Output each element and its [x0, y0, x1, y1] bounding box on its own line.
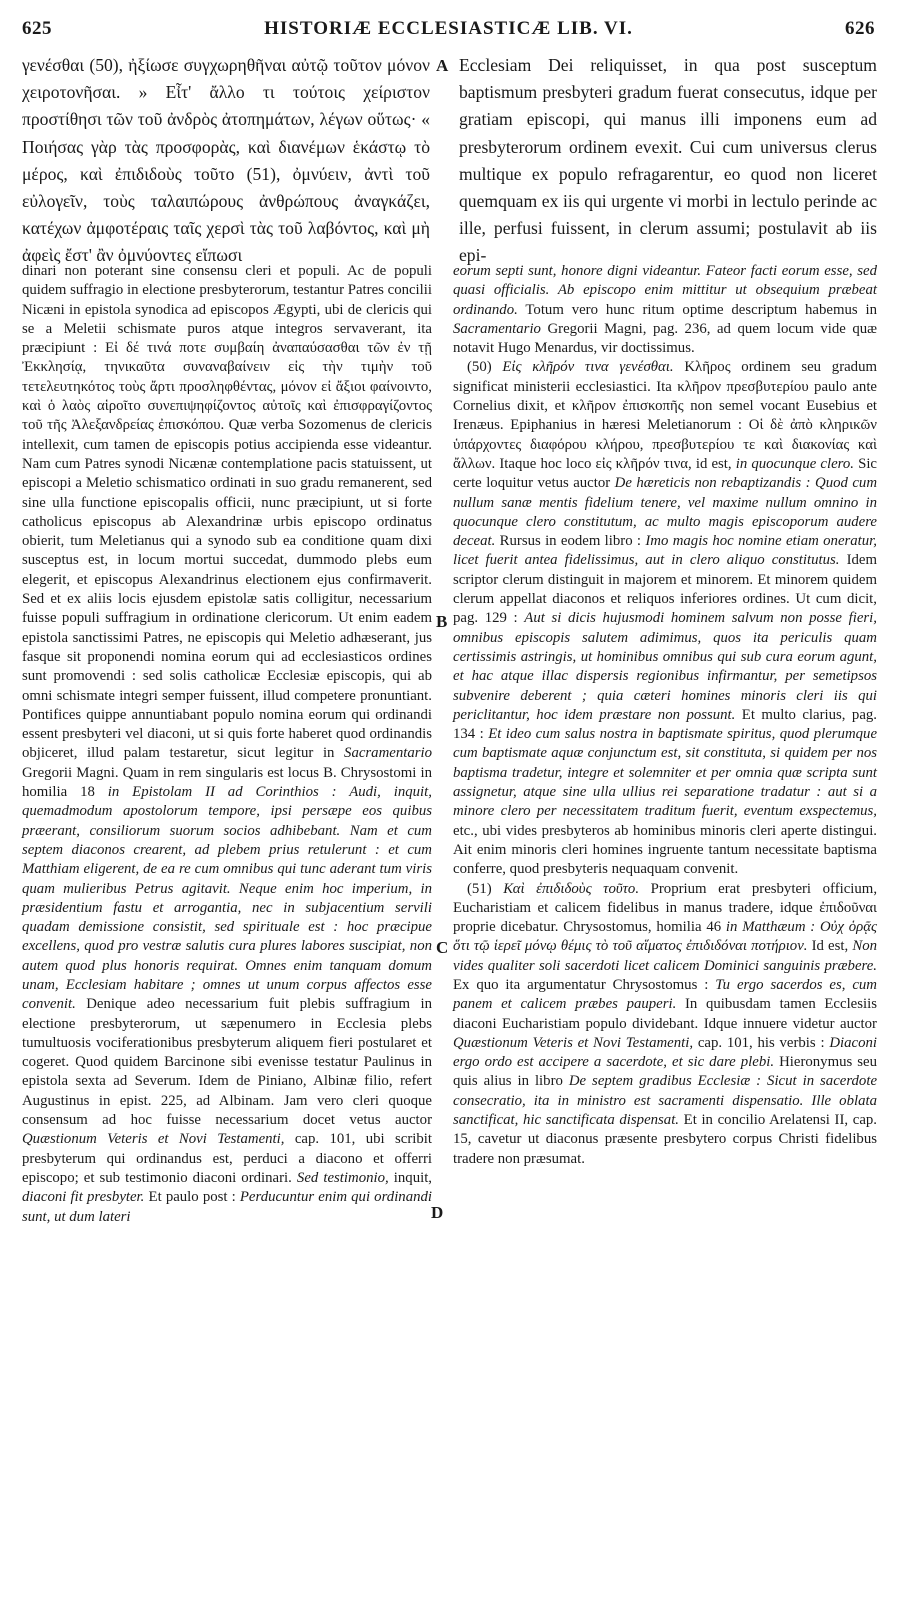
- notes-column-right: [453, 262, 877, 1169]
- note-text-italic: Sacramentario: [453, 320, 541, 337]
- note-text: Totum vero hunc ritum optime descriptum habemus in: [525, 301, 877, 318]
- note-text-italic: Quæstionum Veteris et Novi Testamenti,: [22, 1131, 285, 1148]
- note-text-italic: De hæreticis non rebaptizandis : Quod cum nullum sanæ mentis fidelium tenere, vel maxime nullum omnino in quocunque clero constitutum, ac multo magis episcoporum audere deceat.: [453, 475, 878, 550]
- running-title: HISTORIÆ ECCLESIASTICÆ LIB. VI.: [264, 18, 633, 39]
- note-text-italic: Diaconi ergo ordo est accipere a sacerdote, et sic dare plebi.: [453, 1034, 877, 1071]
- margin-marker-a: A: [436, 56, 449, 75]
- note-text: Κλῆρος ordinem seu gradum significat ministerii ecclesiastici. Ita κλῆρον πρεσβυτερίου paulo ante Cornelius dixit, et κλῆρον ἐπισκοπῆς non semel vocant Eusebius et Irenæus. Epiphanius in hæresi Meletianorum : Οἱ δὲ ἀπὸ κληρικῶν ὑπάρχοντες διαφόρου κλήρου, πρεσβυτερίου τε καὶ διακονίας καὶ ἄλλων. Itaque hoc loco εἰς κλῆρόν τινα, id est,: [453, 359, 877, 472]
- note-text-italic: eorum septi sunt, honore digni videantur. Fateor facti eorum esse, sed quasi officialis. Ab episcopo enim mittitur ut obsequium præbeat ordinando.: [453, 263, 877, 318]
- note-51: [453, 880, 877, 1169]
- note-text: Et paulo post :: [148, 1189, 236, 1206]
- note-paragraph: [22, 262, 432, 1227]
- note-text: etc., ubi vides presbyteros ab hominibus minoris cleri aperte distingui. Ait enim minoris cleri homines ingruente tantum necessitate baptisma conferre, quod presbyteris nequaquam convenit.: [453, 822, 877, 878]
- note-text: inquit,: [393, 1169, 433, 1186]
- note-text: Sic certe loquitur vetus auctor: [453, 455, 878, 492]
- note-lemma: Εἰς κλῆρόν τινα γενέσθαι.: [502, 359, 674, 376]
- note-text-italic: Tu ergo sacerdos es, cum panem et calicem præbes pauperi.: [453, 976, 877, 1013]
- note-lemma: Καὶ ἐπιδιδοὺς τοῦτο.: [503, 880, 640, 897]
- note-text-italic: in Matthæum : Οὐχ ὁρᾷς ὅτι τῷ ἱερεῖ μόνῳ θέμις τὸ τοῦ αἵματος ἐπιδιδόναι ποτήριον.: [453, 919, 877, 955]
- running-header: [22, 18, 875, 42]
- note-50: [453, 358, 877, 879]
- note-text: Et multo clarius, pag. 134 :: [453, 706, 877, 743]
- note-text-italic: Quæstionum Veteris et Novi Testamenti,: [453, 1034, 694, 1051]
- note-text: Et in concilio Arelatensi II, cap. 15, cavetur ut diaconus præsente presbytero corpus Christi fidelibus tradere non præsumat.: [453, 1112, 877, 1167]
- note-text: Ex quo ita argumentatur Chrysostomus :: [453, 976, 709, 993]
- note-text: Proprium erat presbyteri officium, Eucharistiam et calicem fidelibus in manus tradere, idque ἐπιδοῦναι proprie dicebatur. Chrysostomus, homilia 46: [453, 880, 878, 936]
- note-quote-italic: in Epistolam II ad Corinthios : Audi, inquit, quemadmodum apostolorum tempore, ipsi persæpe eos quibus præerant, consiliorum suorum socios adhibebant. Nam et cum septem diaconos crearent, ad plebem prius retulerunt : et cum Matthiam eligerent, de ea re cum omnibus qui tunc aderant tum viris quam mulieribus Petrus agitavit. Neque enim hoc imperium, in præsidentium fastu et arrogantia, nec in subjacentium servili quadam demissione consistit, sed spirituale est : hoc præcipue excellens, quod pro vestræ salutis cura plures labores suscipiat, non autem quod plus honoris requirat. Omnes enim tanquam domum unam, Ecclesiam habitare ; omnes ut unum corpus affectos esse convenit.: [22, 784, 432, 1013]
- note-text: Rursus in eodem libro :: [499, 533, 642, 550]
- margin-marker-b: B: [436, 612, 448, 631]
- note-text-italic: in quocunque clero.: [735, 455, 854, 472]
- note-text-italic: De septem gradibus Ecclesiæ : Sicut in sacerdote consecratio, ita in ministro est sacramenti dispensatio. Ille oblata sanctificat, hic sanctificata dispensat.: [453, 1073, 878, 1129]
- notes-column-left: [22, 262, 432, 1227]
- margin-marker-c: C: [436, 938, 449, 957]
- page-number-left: 625: [22, 18, 52, 39]
- note-text-italic: Aut si dicis hujusmodi hominem salvum non posse fieri, omnibus episcopis salutem adimimus, quos ita periculis quam certissimis astringis, ut hominibus omnibus qui sub cura eorum agunt, et hac atque illac dispersis regionibus infirmantur, per semetipsos subvenire deberent ; quia cæteri homines minoris cleri iis qui periclitantur, hoc idem præstare non possunt.: [453, 610, 877, 723]
- page-number-right: 626: [845, 18, 875, 39]
- note-text: Denique adeo necessarium fuit plebis suffragium in electione presbyterorum, ut sæpenumero in Ecclesia plebs tumultuosis vociferationibus presbyterum aliquem fieri postularet et cogeret. Quod quidem Barcinone sibi evenisse testatur Paulinus in epistola sexta ad Severum. Idem de Piniano, Albinæ filio, refert Augustinus in epist. 225, ad Albinam. Jam vero cleri quoque consensum ad hoc fuisse necessarium docet vetus auctor: [22, 996, 432, 1129]
- greek-text-paragraph: γενέσθαι (50), ἠξίωσε συγχωρηθῆναι αὐτῷ τοῦτον μόνον χειροτονῆσαι. » Εἶτ' ἄλλο τι τούτοις χείριστον προστίθησι τῶν τοῦ ἀνδρὸς ἀτοπημάτων, λέγων οὕτως· « Ποιήσας γὰρ τὰς προσφορὰς, καὶ διανέμων ἑκάστῳ τὸ μέρος, καὶ ἐπιδιδοὺς τοῦτο (51), ὀμνύειν, ἀντὶ τοῦ εὐλογεῖν, τοὺς ταλαιπώρους ἀνθρώπους ἀναγκάζει, κατέχων ἀμφοτέραις ταῖς χερσὶ τὰς τοῦ λαβόντος, καὶ μὴ ἀφεὶς ἔστ' ἂν ὀμνύοντες εἴπωσι: [22, 55, 430, 266]
- note-number: (50): [467, 359, 492, 376]
- note-number: (51): [467, 880, 492, 897]
- note-text-italic: Sed testimonio,: [296, 1169, 389, 1186]
- margin-marker-d: D: [431, 1203, 444, 1222]
- note-text-italic: Perducuntur enim qui ordinandi sunt, ut dum lateri: [22, 1189, 433, 1225]
- latin-text-paragraph: Ecclesiam Dei reliquisset, in qua post susceptum baptismum presbyteri gradum fuerat consecutus, idque per gratiam episcopi, qui manus illi imponens eum ad presbyterorum ordinem evexit. Cui cum universus clerus multique ex populo refragarentur, eo quod non liceret quemquam ex iis qui urgente vi morbi in lectulo perinde ac ille, perfusi fuissent, in clerum assumi; postulavit ab iis epi-: [459, 55, 877, 266]
- note-text: Gregorii Magni, pag. 236, ad quem locum vide quæ notavit Hugo Menardus, vir doctissimus.: [453, 320, 878, 357]
- note-text: Hieronymus seu quis alius in libro: [453, 1054, 877, 1090]
- note-paragraph: [453, 262, 877, 358]
- note-text-italic: diaconi fit presbyter.: [22, 1189, 145, 1206]
- note-text: In quibusdam tamen Ecclesiis diaconi Eucharistiam populo dividebant. Idque innuere videtur auctor: [453, 996, 877, 1032]
- note-text: cap. 101, ubi scribit presbyterum qui ordinandus est, perduci a diacono et offerri episcopo; et sub testimonio diaconi ordinari.: [22, 1131, 432, 1186]
- note-text-italic: Sacramentario: [344, 745, 432, 762]
- latin-main-text: [459, 52, 877, 270]
- note-text: Id est,: [811, 938, 849, 955]
- note-text-italic: Non vides qualiter soli sacerdoti licet calicem Dominici sanguinis præbere.: [453, 938, 877, 974]
- note-text: cap. 101, his verbis :: [697, 1034, 825, 1051]
- note-text: dinari non poterant sine consensu cleri et populi. Ac de populi quidem suffragio in electione presbyterorum, testantur Patres concilii Nicæni in epistola synodica ad episcopos Ægypti, ubi de clericis qui se a Meletii schismate puros atque integros servaverant, ita præcipiunt : Εἰ δέ τινά ποτε συμβαίη ἀναπαύσασθαι τῶν ἐν τῇ Ἐκκλησίᾳ, τηνικαῦτα συναναβαίνειν εἰς τὴν τιμὴν τοῦ τετελευτηκότος τοὺς ἄρτι προσληφθέντας, μόνον εἰ ἄξιοι φαίνοιντο, καὶ ὁ λαὸς αἱροῖτο συνεπιψηφίζοντος αὐτοῖς καὶ ἐπισφραγίζοντος τοῦ τῆς Ἀλεξανδρείας ἐπισκόπου. Quæ verba Sozomenus de clericis intellexit, cum tamen de episcopis potius accipienda esse videantur. Nam cum Patres synodi Nicænæ contemplatione pacis statuissent, ut episcopi a Meletio schismatico ordinati in suo gradu remanerent, sed sine ulla functione episcopalis officii, nunc præcipiunt, ut si forte catholicus episcopus ab Alexandrinæ urbis episcopo ordinatus obierit, tum Meletianus qui a synodo sub ea conditione quam dixi susceptus est, in locum mortui succedat, dummodo plebs eum elegerit, et episcopus Alexandrinus electionem ejus confirmaverit. Sed et ex aliis locis ejusdem epistolæ satis colligitur, necessarium fuisse populi suffragium in ordinatione clericorum. Ut enim eadem epistola sanctissimi Patres, ne episcopis qui Meletio adhæserant, jus fasque sit proponendi nomina eorum qui ad ecclesiasticos ordines sunt promovendi : sed solis catholicæ Ecclesiæ episcopis, qui ab omni schismate integri semper fuissent, illud competere pronuntiant. Pontifices quippe annuntiabant populo nomina eorum qui ordinandi essent presbyteri vel diaconi, ut si quis forte haberet quod ordinandis objiceret, illud palam testaretur, sicut legitur in: [22, 263, 432, 762]
- note-text: Idem scriptor clerum distinguit in majorem et minorem. Et minorem quidem clerum appellat diaconos et reliquos inferiores ordines. Ut cum dicit, pag. 129 :: [453, 552, 877, 627]
- note-text-italic: Imo magis hoc nomine etiam oneratur, licet fuerit antea fidelissimus, aut in clero aliquo constitutus.: [453, 533, 877, 569]
- note-text-italic: Et ideo cum salus nostra in baptismate spiritus, quod plerumque cum baptismate aquæ conjunctum est, sit constituta, si quidem per nos baptisma tradetur, integre et solemniter et per omnia quæ scripta sunt assignetur, atque sine ulla ullius rei separatione tradatur : aut si a minore clero per necessitatem traditum fuerit, eventum exspectemus,: [453, 726, 878, 820]
- note-text: Gregorii Magni. Quam in rem singularis est locus B. Chrysostomi in homilia 18: [22, 764, 432, 801]
- greek-main-text: [22, 52, 430, 270]
